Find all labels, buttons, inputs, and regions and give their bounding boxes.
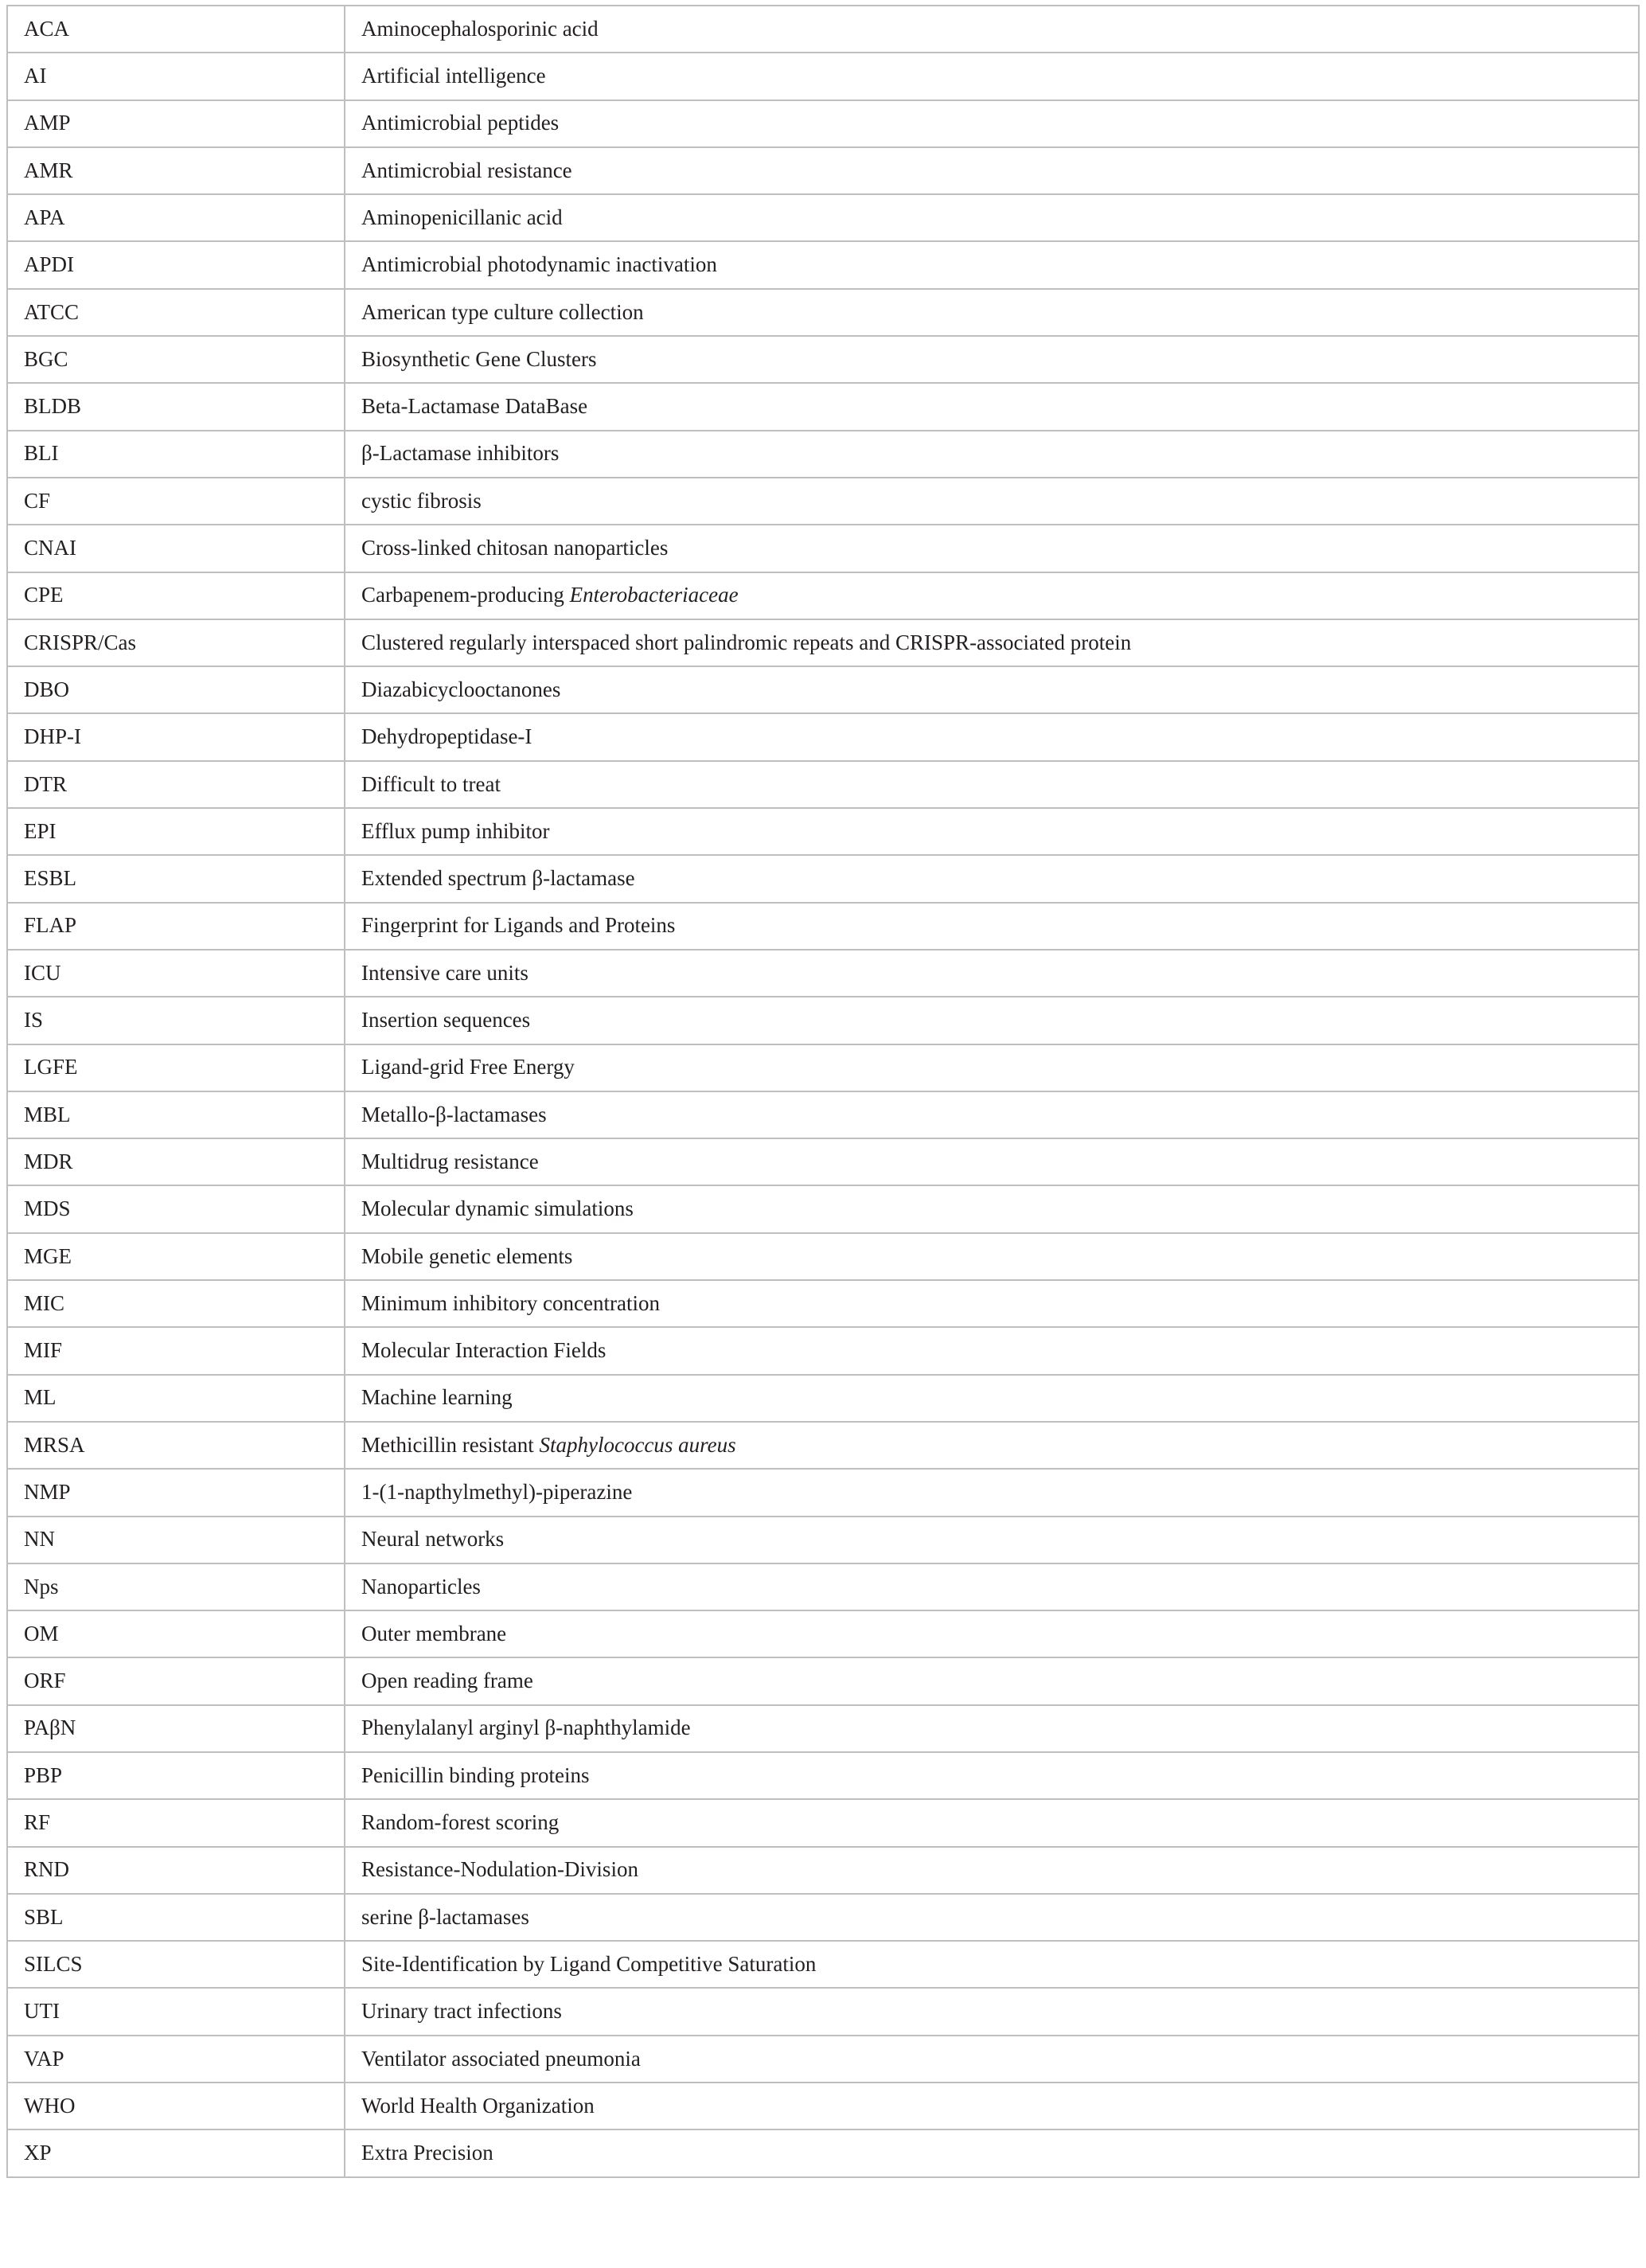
abbreviation-cell: DHP-I (7, 713, 345, 760)
definition-cell (345, 1847, 1639, 1894)
abbreviation-cell: DBO (7, 666, 345, 713)
definition-cell (345, 1752, 1639, 1799)
abbreviation-cell: UTI (7, 1988, 345, 2035)
definition-text: Aminocephalosporinic acid (361, 16, 599, 41)
abbreviation-cell: MIF (7, 1327, 345, 1374)
abbreviation-cell: ACA (7, 6, 345, 53)
abbreviation-cell: WHO (7, 2083, 345, 2129)
definition-cell (345, 855, 1639, 902)
definition-cell (345, 1044, 1639, 1091)
definition-text: Clustered regularly interspaced short palindromic repeats and CRISPR-associated protein (361, 630, 1132, 654)
abbreviation-cell: PBP (7, 1752, 345, 1799)
abbreviation-cell: SILCS (7, 1941, 345, 1988)
table-row (7, 1894, 1639, 1941)
definition-cell (345, 1799, 1639, 1846)
abbreviation-cell: ML (7, 1375, 345, 1422)
definition-cell (345, 53, 1639, 100)
definition-text: Intensive care units (361, 960, 529, 985)
definition-cell (345, 1091, 1639, 1138)
definition-cell (345, 431, 1639, 478)
table-row (7, 1563, 1639, 1610)
abbreviation-cell: MRSA (7, 1422, 345, 1469)
definition-cell (345, 383, 1639, 430)
definition-text: Multidrug resistance (361, 1149, 539, 1173)
table-row (7, 1375, 1639, 1422)
table-row (7, 1941, 1639, 1988)
table-row (7, 1044, 1639, 1091)
definition-cell (345, 100, 1639, 147)
definition-cell (345, 1657, 1639, 1704)
definition-cell (345, 713, 1639, 760)
abbreviation-cell: EPI (7, 808, 345, 855)
definition-text: American type culture collection (361, 299, 644, 324)
table-row (7, 1327, 1639, 1374)
definition-italic-text: Enterobacteriaceae (569, 583, 739, 607)
definition-text: Antimicrobial peptides (361, 111, 560, 135)
table-row (7, 1988, 1639, 2035)
definition-cell (345, 1327, 1639, 1374)
definition-italic-text: Staphylococcus aureus (539, 1432, 736, 1457)
definition-text: Minimum inhibitory concentration (361, 1290, 660, 1315)
table-row (7, 431, 1639, 478)
definition-text: Ventilator associated pneumonia (361, 2046, 641, 2071)
table-row (7, 2083, 1639, 2129)
table-row (7, 241, 1639, 288)
definition-cell (345, 1517, 1639, 1563)
abbreviation-cell: OM (7, 1610, 345, 1657)
table-row (7, 713, 1639, 760)
definition-cell (345, 241, 1639, 288)
table-row (7, 1138, 1639, 1185)
definition-text: Random-forest scoring (361, 1810, 560, 1835)
table-row (7, 525, 1639, 572)
table-row (7, 336, 1639, 383)
definition-text: Dehydropeptidase-I (361, 724, 532, 749)
table-row (7, 1705, 1639, 1752)
abbreviation-cell: VAP (7, 2036, 345, 2083)
definition-text: serine β-lactamases (361, 1904, 529, 1929)
definition-cell (345, 619, 1639, 666)
abbreviation-cell: AMP (7, 100, 345, 147)
abbreviation-cell: SBL (7, 1894, 345, 1941)
abbreviation-cell: ICU (7, 950, 345, 997)
table-row (7, 53, 1639, 100)
definition-text: World Health Organization (361, 2093, 595, 2118)
abbreviation-cell: FLAP (7, 903, 345, 950)
table-row (7, 572, 1639, 619)
table-row (7, 1610, 1639, 1657)
abbreviation-cell: APA (7, 194, 345, 241)
definition-text: 1-(1-napthylmethyl)-piperazine (361, 1480, 633, 1504)
definition-cell (345, 950, 1639, 997)
definition-text: Machine learning (361, 1385, 513, 1410)
definition-cell (345, 1375, 1639, 1422)
definition-cell (345, 147, 1639, 194)
abbreviation-cell: ATCC (7, 289, 345, 336)
definition-text: Resistance-Nodulation-Division (361, 1857, 638, 1882)
definition-text: Antimicrobial photodynamic inactivation (361, 252, 717, 277)
definition-cell (345, 289, 1639, 336)
definition-cell (345, 1705, 1639, 1752)
definition-text: Beta-Lactamase DataBase (361, 394, 588, 419)
definition-text: Urinary tract infections (361, 1999, 562, 2024)
definition-cell (345, 194, 1639, 241)
table-row (7, 950, 1639, 997)
definition-text: Aminopenicillanic acid (361, 205, 563, 229)
abbreviation-cell: MGE (7, 1233, 345, 1280)
definition-cell (345, 808, 1639, 855)
table-row (7, 383, 1639, 430)
abbreviation-cell: PAβN (7, 1705, 345, 1752)
table-row (7, 1422, 1639, 1469)
table-row (7, 100, 1639, 147)
table-row (7, 1517, 1639, 1563)
abbreviation-cell: NN (7, 1517, 345, 1563)
definition-text: Carbapenem-producing (361, 583, 570, 607)
definition-cell (345, 1469, 1639, 1516)
abbreviation-cell: MBL (7, 1091, 345, 1138)
definition-text: Insertion sequences (361, 1008, 531, 1033)
abbreviation-cell: AI (7, 53, 345, 100)
table-row (7, 761, 1639, 808)
definition-text: Mobile genetic elements (361, 1243, 573, 1268)
abbreviations-table-body (7, 6, 1639, 2177)
table-row (7, 1280, 1639, 1327)
abbreviation-cell: CRISPR/Cas (7, 619, 345, 666)
definition-cell (345, 525, 1639, 572)
definition-text: Metallo-β-lactamases (361, 1102, 547, 1126)
definition-cell (345, 761, 1639, 808)
definition-cell (345, 1233, 1639, 1280)
definition-text: Extra Precision (361, 2141, 493, 2165)
definition-text: Methicillin resistant (361, 1432, 540, 1457)
definition-text: Biosynthetic Gene Clusters (361, 346, 597, 371)
table-row (7, 1185, 1639, 1232)
definition-cell (345, 997, 1639, 1044)
table-row (7, 1752, 1639, 1799)
abbreviation-cell: APDI (7, 241, 345, 288)
definition-cell (345, 1941, 1639, 1988)
definition-cell (345, 666, 1639, 713)
abbreviation-cell: LGFE (7, 1044, 345, 1091)
definition-text: Neural networks (361, 1527, 505, 1552)
definition-text: Fingerprint for Ligands and Proteins (361, 913, 676, 938)
table-row (7, 478, 1639, 525)
definition-cell (345, 6, 1639, 53)
definition-cell (345, 478, 1639, 525)
definition-text: Artificial intelligence (361, 64, 546, 88)
abbreviation-cell: ORF (7, 1657, 345, 1704)
table-row (7, 808, 1639, 855)
definition-text: Difficult to treat (361, 771, 501, 796)
definition-text: Nanoparticles (361, 1574, 481, 1599)
abbreviation-cell: Nps (7, 1563, 345, 1610)
definition-text: Efflux pump inhibitor (361, 818, 550, 843)
definition-text: Outer membrane (361, 1621, 507, 1645)
abbreviation-cell: RND (7, 1847, 345, 1894)
definition-text: Penicillin binding proteins (361, 1762, 590, 1787)
abbreviation-cell: RF (7, 1799, 345, 1846)
definition-text: Diazabicyclooctanones (361, 677, 561, 701)
table-row (7, 2129, 1639, 2176)
table-row (7, 6, 1639, 53)
definition-text: Antimicrobial resistance (361, 158, 572, 182)
definition-cell (345, 1563, 1639, 1610)
abbreviation-cell: XP (7, 2129, 345, 2176)
definition-text: Site-Identification by Ligand Competitive Saturation (361, 1951, 817, 1976)
table-row (7, 1469, 1639, 1516)
abbreviation-cell: BLDB (7, 383, 345, 430)
definition-cell (345, 1280, 1639, 1327)
definition-cell (345, 1422, 1639, 1469)
definition-cell (345, 2129, 1639, 2176)
definition-text: Phenylalanyl arginyl β-naphthylamide (361, 1716, 691, 1740)
abbreviation-cell: IS (7, 997, 345, 1044)
definition-cell (345, 2036, 1639, 2083)
abbreviation-cell: CF (7, 478, 345, 525)
definition-cell (345, 1610, 1639, 1657)
definition-text: Cross-linked chitosan nanoparticles (361, 536, 669, 560)
abbreviation-cell: MDR (7, 1138, 345, 1185)
definition-text: Extended spectrum β-lactamase (361, 866, 635, 891)
table-row (7, 666, 1639, 713)
abbreviations-table (6, 5, 1640, 2178)
abbreviation-cell: BLI (7, 431, 345, 478)
definition-cell (345, 1185, 1639, 1232)
definition-text: Ligand-grid Free Energy (361, 1055, 575, 1079)
abbreviation-cell: MDS (7, 1185, 345, 1232)
table-row (7, 1233, 1639, 1280)
definition-text: Molecular Interaction Fields (361, 1338, 607, 1363)
abbreviation-cell: DTR (7, 761, 345, 808)
definition-text: Open reading frame (361, 1669, 533, 1693)
abbreviation-cell: AMR (7, 147, 345, 194)
table-row (7, 1847, 1639, 1894)
abbreviation-cell: NMP (7, 1469, 345, 1516)
definition-cell (345, 1894, 1639, 1941)
table-row (7, 997, 1639, 1044)
definition-cell (345, 1138, 1639, 1185)
table-row (7, 289, 1639, 336)
table-row (7, 619, 1639, 666)
definition-cell (345, 2083, 1639, 2129)
abbreviation-cell: BGC (7, 336, 345, 383)
definition-text: Molecular dynamic simulations (361, 1196, 634, 1221)
definition-cell (345, 336, 1639, 383)
definition-cell (345, 572, 1639, 619)
definition-cell (345, 1988, 1639, 2035)
table-row (7, 147, 1639, 194)
table-row (7, 1091, 1639, 1138)
abbreviation-cell: CPE (7, 572, 345, 619)
abbreviation-cell: MIC (7, 1280, 345, 1327)
definition-text: cystic fibrosis (361, 488, 482, 513)
definition-text: β-Lactamase inhibitors (361, 441, 560, 466)
definition-cell (345, 903, 1639, 950)
abbreviation-cell: ESBL (7, 855, 345, 902)
abbreviation-cell: CNAI (7, 525, 345, 572)
table-row (7, 2036, 1639, 2083)
table-row (7, 855, 1639, 902)
table-row (7, 903, 1639, 950)
table-row (7, 194, 1639, 241)
table-row (7, 1657, 1639, 1704)
table-row (7, 1799, 1639, 1846)
